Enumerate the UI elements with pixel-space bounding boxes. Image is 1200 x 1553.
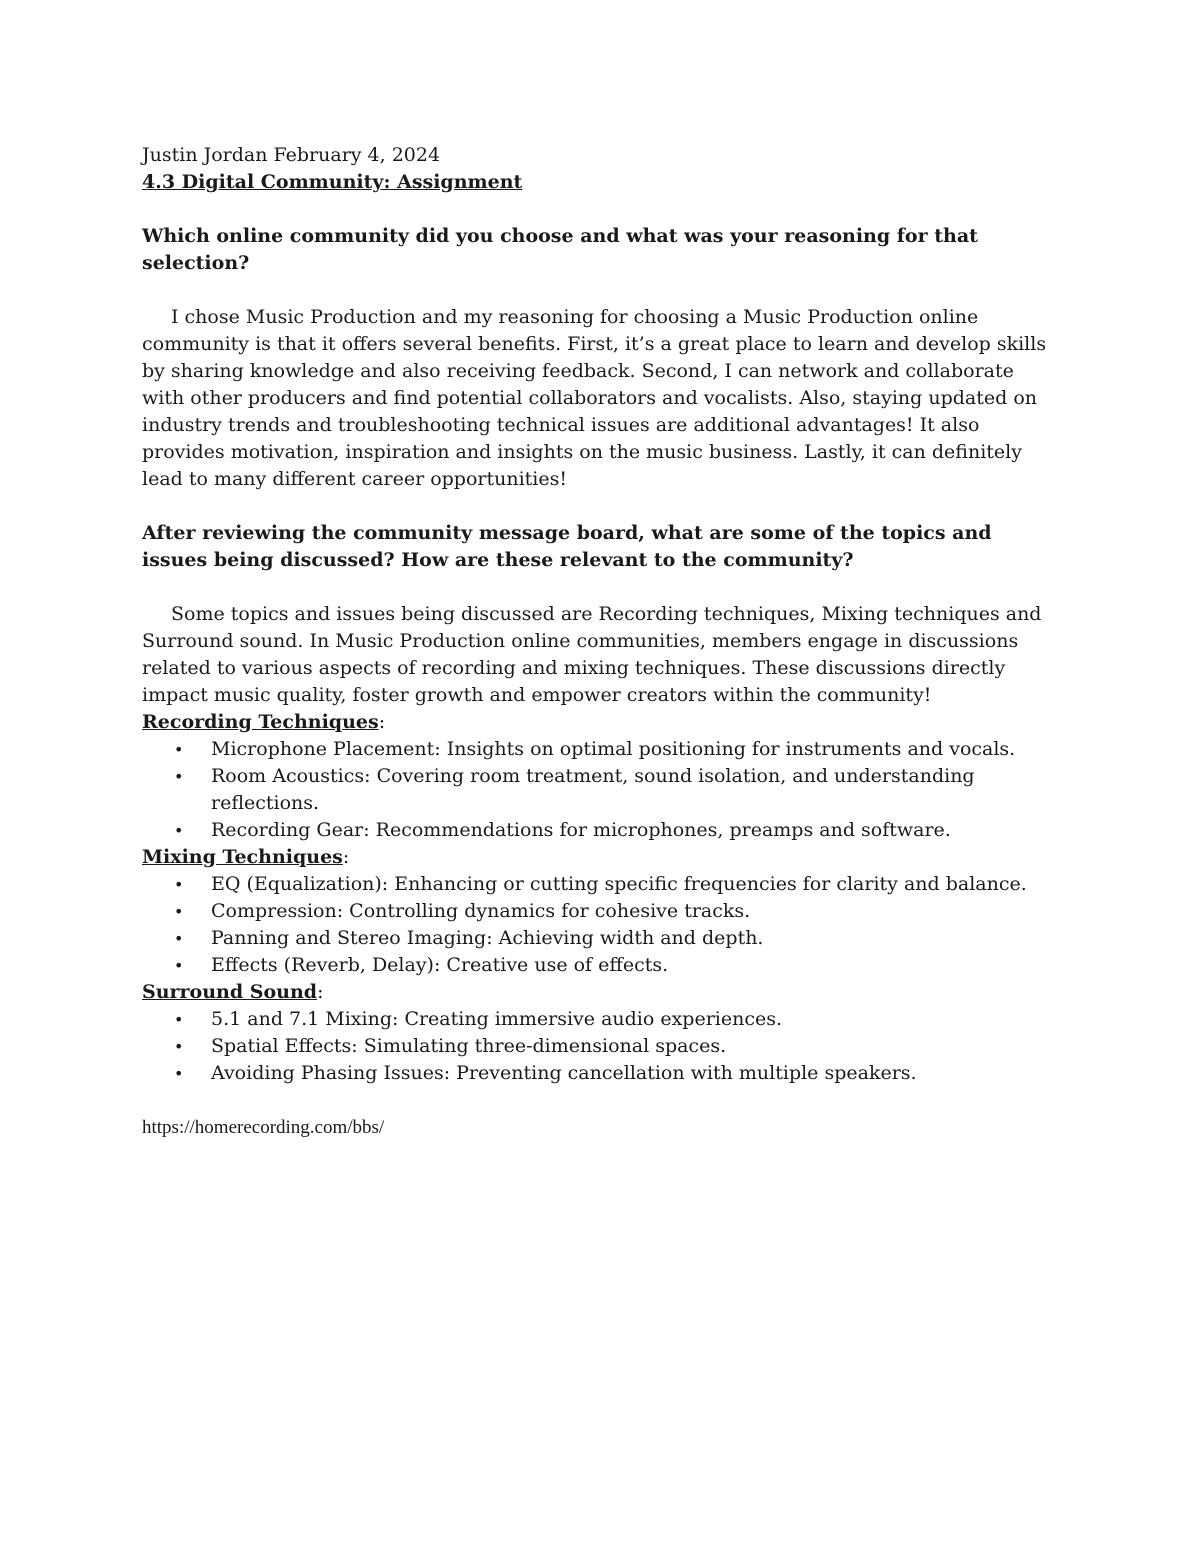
list-item bbox=[142, 1033, 1057, 1060]
list-item bbox=[142, 736, 1057, 763]
question-1: Which online community did you choose and what was your reasoning for that selection? bbox=[142, 225, 978, 274]
list-item-text: Room Acoustics: Covering room treatment, sound isolation, and understanding reflections. bbox=[211, 765, 975, 814]
topic-heading-colon: : bbox=[317, 981, 324, 1003]
source-link[interactable]: https://homerecording.com/bbs/ bbox=[142, 1117, 385, 1138]
list-item bbox=[142, 925, 1057, 952]
answer-2: Some topics and issues being discussed are Recording techniques, Mixing techniques and Surround sound. In Music Production online communities, members engage in discussions related to various aspects of recording and mixing techniques. These discussions directly impact music quality, foster growth and empower creators within the community! bbox=[142, 603, 1042, 706]
list-item-text: Compression: Controlling dynamics for cohesive tracks. bbox=[211, 900, 751, 922]
topic-list-surround bbox=[142, 1006, 1057, 1087]
list-item bbox=[142, 871, 1057, 898]
bullet-icon: • bbox=[174, 1010, 184, 1029]
list-item-text: EQ (Equalization): Enhancing or cutting specific frequencies for clarity and balance. bbox=[211, 873, 1027, 895]
topic-heading-label: Surround Sound bbox=[142, 981, 318, 1003]
list-item-text: Panning and Stereo Imaging: Achieving width and depth. bbox=[211, 927, 764, 949]
bullet-icon: • bbox=[174, 767, 184, 786]
bullet-icon: • bbox=[174, 956, 184, 975]
bullet-icon: • bbox=[174, 1064, 184, 1083]
topic-heading-mixing bbox=[142, 844, 1057, 871]
list-item-text: 5.1 and 7.1 Mixing: Creating immersive audio experiences. bbox=[211, 1008, 783, 1030]
list-item-text: Spatial Effects: Simulating three-dimensional spaces. bbox=[211, 1035, 727, 1057]
topic-heading-colon: : bbox=[342, 846, 350, 868]
topic-heading-label: Recording Techniques bbox=[142, 711, 379, 733]
spacer bbox=[142, 493, 1057, 520]
assignment-title: 4.3 Digital Community: Assignment bbox=[142, 171, 523, 193]
answer-1: I chose Music Production and my reasoning for choosing a Music Production online community is that it offers several benefits. First, it’s a great place to learn and develop skills by sharing knowledge and also receiving feedback. Second, I can network and collaborate with other producers and find potential collaborators and vocalists. Also, staying updated on industry trends and troubleshooting technical issues are additional advantages! It also provides motivation, inspiration and insights on the music business. Lastly, it can definitely lead to many different career opportunities! bbox=[142, 306, 1047, 490]
bullet-icon: • bbox=[174, 875, 184, 894]
list-item-text: Avoiding Phasing Issues: Preventing cancellation with multiple speakers. bbox=[211, 1062, 917, 1084]
list-item bbox=[142, 1060, 1057, 1087]
list-item bbox=[142, 1006, 1057, 1033]
bullet-icon: • bbox=[174, 821, 184, 840]
list-item-text: Microphone Placement: Insights on optimal positioning for instruments and vocals. bbox=[211, 738, 1016, 760]
bullet-icon: • bbox=[174, 902, 184, 921]
list-item bbox=[142, 898, 1057, 925]
topic-list-recording bbox=[142, 736, 1057, 844]
topic-heading-colon: : bbox=[378, 711, 386, 733]
spacer bbox=[142, 574, 1057, 601]
spacer bbox=[142, 196, 1057, 223]
topic-heading-recording bbox=[142, 709, 1057, 736]
author-date-line: Justin Jordan February 4, 2024 bbox=[142, 144, 441, 166]
bullet-icon: • bbox=[174, 740, 184, 759]
bullet-icon: • bbox=[174, 1037, 184, 1056]
question-2: After reviewing the community message board, what are some of the topics and issues being discussed? How are these relevant to the community? bbox=[142, 522, 992, 571]
topic-heading-surround bbox=[142, 979, 1057, 1006]
document-body bbox=[142, 142, 1057, 1141]
list-item bbox=[142, 763, 1057, 817]
bullet-icon: • bbox=[174, 929, 184, 948]
spacer bbox=[142, 277, 1057, 304]
topic-list-mixing bbox=[142, 871, 1057, 979]
list-item bbox=[142, 817, 1057, 844]
spacer bbox=[142, 1087, 1057, 1114]
topic-heading-label: Mixing Techniques bbox=[142, 846, 343, 868]
list-item bbox=[142, 952, 1057, 979]
list-item-text: Effects (Reverb, Delay): Creative use of effects. bbox=[211, 954, 669, 976]
list-item-text: Recording Gear: Recommendations for microphones, preamps and software. bbox=[211, 819, 951, 841]
